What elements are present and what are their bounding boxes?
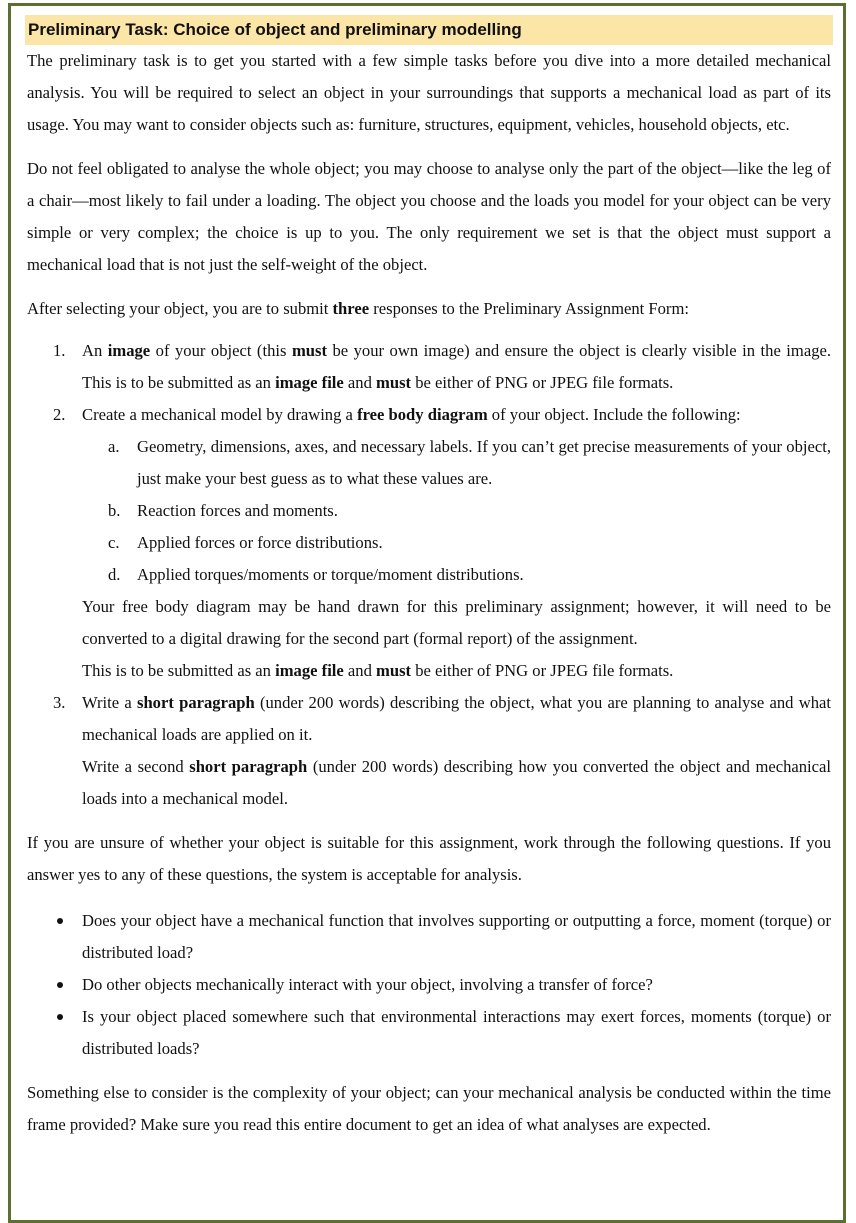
second-paragraph-note: Write a second short paragraph (under 200 words) describing how you converted the object and mechanical loads into a mechanical model. [82,757,832,808]
intro-paragraph: The preliminary task is to get you started with a few simple tasks before you dive into a more detailed mechanical analysis. You will be required to select an object in your surroundings that supports a mechanical load as part of its usage. You may want to consider objects such as: furniture, structures, equipment, vehicles, household objects, etc. [27,51,831,134]
document-body [27,45,831,1141]
questions-list [27,905,831,1065]
sub-list-item: d. Applied torques/moments or torque/moment distributions. [108,565,524,584]
bullet-icon [57,1014,63,1020]
section-title: Preliminary Task: Choice of object and preliminary modelling [25,15,833,45]
list-item: Do other objects mechanically interact with your object, involving a transfer of force? [27,969,831,1001]
fbd-requirements-list [82,431,831,591]
list-item: Is your object placed somewhere such that environmental interactions may exert forces, moments (torque) or distributed loads? [27,1001,831,1065]
sub-list-item: b. Reaction forces and moments. [108,501,338,520]
list-number: 3. [53,693,66,712]
submission-paragraph: After selecting your object, you are to submit three responses to the Preliminary Assignment Form: [27,299,689,318]
list-item: Does your object have a mechanical function that involves supporting or outputting a force, moment (torque) or distributed load? [27,905,831,969]
suitability-paragraph: If you are unsure of whether your object is suitable for this assignment, work through the following questions. If you answer yes to any of these questions, the system is acceptable for analysis. [27,833,831,884]
list-item: 3. Write a short paragraph (under 200 words) describing the object, what you are planning to analyse and what mechanical loads are applied on it. Write a second short paragraph (under 200 words) describing how you converted the object and mechanical loads into a mechanical model. [27,687,831,815]
list-number: 1. [53,341,66,360]
list-item: 1. An image of your object (this must be your own image) and ensure the object is clearly visible in the image. This is to be submitted as an image file and must be either of PNG or JPEG file formats. [27,335,831,399]
sub-list-item: a. Geometry, dimensions, axes, and necessary labels. If you can’t get precise measurements of your object, just make your best guess as to what these values are. [108,437,831,488]
scope-paragraph: Do not feel obligated to analyse the whole object; you may choose to analyse only the part of the object—like the leg of a chair—most likely to fail under a loading. The object you choose and the loads you model for your object can be very simple or very complex; the choice is up to you. The only requirement we set is that the object must support a mechanical load that is not just the self-weight of the object. [27,159,831,274]
bullet-icon [57,918,63,924]
sub-list-item: c. Applied forces or force distributions. [108,533,383,552]
bullet-icon [57,982,63,988]
list-number: 2. [53,405,66,424]
fbd-note: Your free body diagram may be hand drawn for this preliminary assignment; however, it will need to be converted to a digital drawing for the second part (formal report) of the assignment. [82,597,831,648]
response-list [27,335,831,815]
fbd-format-note: This is to be submitted as an image file and must be either of PNG or JPEG file formats. [82,661,674,680]
list-item: 2. Create a mechanical model by drawing a free body diagram of your object. Include the following: a. Geometry, dimensions, axes, and necessary labels. If you can’t get precise measurements of your object, just make your best guess as to what these values are. b. Reaction forces and moments. c. Applied forces or force distributions. d. Applied torques/moments or torque/moment distributions. Your free body diagram may be hand drawn for this preliminary assignment; however, it will need to be converted to a digital drawing for the second part (formal report) of the assignment. This is to be submitted as an image file and must be either of PNG or JPEG file formats. [27,399,831,687]
complexity-paragraph: Something else to consider is the complexity of your object; can your mechanical analysis be conducted within the time frame provided? Make sure you read this entire document to get an idea of what analyses are expected. [27,1083,831,1134]
